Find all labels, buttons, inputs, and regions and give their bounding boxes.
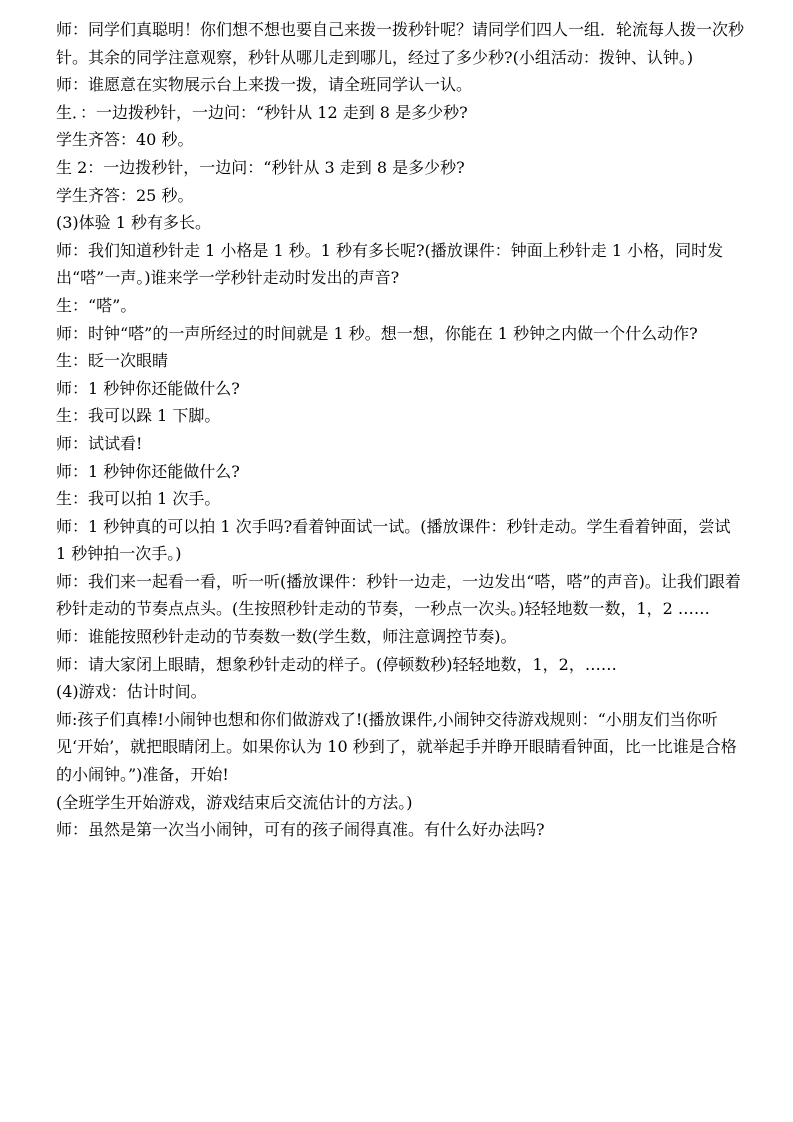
paragraph: 师：我们知道秒针走 1 小格是 1 秒。1 秒有多长呢?(播放课件：钟面上秒针走 1 小格，同时发出“嗒”一声。)谁来学一学秒针走动时发出的声音? (56, 240, 724, 288)
paragraph: (3)体验 1 秒有多长。 (56, 213, 212, 233)
paragraph: 学生齐答：25 秒。 (56, 185, 194, 205)
paragraph: 师：时钟“嗒”的一声所经过的时间就是 1 秒。想一想，你能在 1 秒钟之内做一个什么动作? (56, 323, 698, 343)
paragraph: 师：我们来一起看一看，听一听(播放课件：秒针一边走，一边发出“嗒，嗒”的声音)。让我们跟着秒针走动的节奏点点头。(生按照秒针走动的节奏，一秒点一次头。)轻轻地数一数，1，2 …… (56, 571, 741, 619)
paragraph: 师：同学们真聪明！你们想不想也要自己来拨一拨秒针呢？请同学们四人一组．轮流每人拨一次秒针。其余的同学注意观察，秒针从哪儿走到哪儿，经过了多少秒?(小组活动：拨钟、认钟。) (56, 20, 745, 67)
paragraph: 生 2：一边拨秒针，一边问：“秒针从 3 走到 8 是多少秒? (56, 157, 465, 177)
paragraph: (全班学生开始游戏，游戏结束后交流估计的方法。) (56, 792, 413, 812)
paragraph: 师:孩子们真棒!小闹钟也想和你们做游戏了!(播放课件,小闹钟交待游戏规则：“小朋友们当你听见‘开始’，就把眼睛闭上。如果你认为 10 秒到了，就举起手并睁开眼睛看钟面，比一比谁是合格的小闹钟。”)准备，开始! (56, 709, 737, 785)
paragraph: 生：我可以跺 1 下脚。 (56, 406, 221, 426)
paragraph: 生：我可以拍 1 次手。 (56, 489, 221, 509)
paragraph: 师：谁愿意在实物展示台上来拨一拨，请全班同学认一认。 (56, 75, 473, 95)
document-body (56, 16, 744, 844)
paragraph: 生：眨一次眼睛 (56, 351, 169, 371)
paragraph: 生：“嗒”。 (56, 295, 137, 315)
paragraph: 师：1 秒钟你还能做什么? (56, 378, 240, 398)
paragraph: 师：试试看! (56, 433, 143, 453)
paragraph: 师：谁能按照秒针走动的节奏数一数(学生数，师注意调控节奏)。 (56, 627, 517, 647)
paragraph: (4)游戏：估计时间。 (56, 682, 207, 702)
paragraph: 学生齐答：40 秒。 (56, 130, 194, 150)
paragraph: 师：1 秒钟你还能做什么? (56, 461, 240, 481)
paragraph: 师：虽然是第一次当小闹钟，可有的孩子闹得真准。有什么好办法吗? (56, 820, 545, 840)
paragraph: 生．：一边拨秒针，一边问：“秒针从 12 走到 8 是多少秒? (56, 102, 468, 122)
paragraph: 师：1 秒钟真的可以拍 1 次手吗?看着钟面试一试。(播放课件：秒针走动。学生看着钟面，尝试 1 秒钟拍一次手。) (56, 516, 731, 564)
paragraph: 师：请大家闭上眼睛，想象秒针走动的样子。(停顿数秒)轻轻地数，1，2，…… (56, 654, 617, 674)
